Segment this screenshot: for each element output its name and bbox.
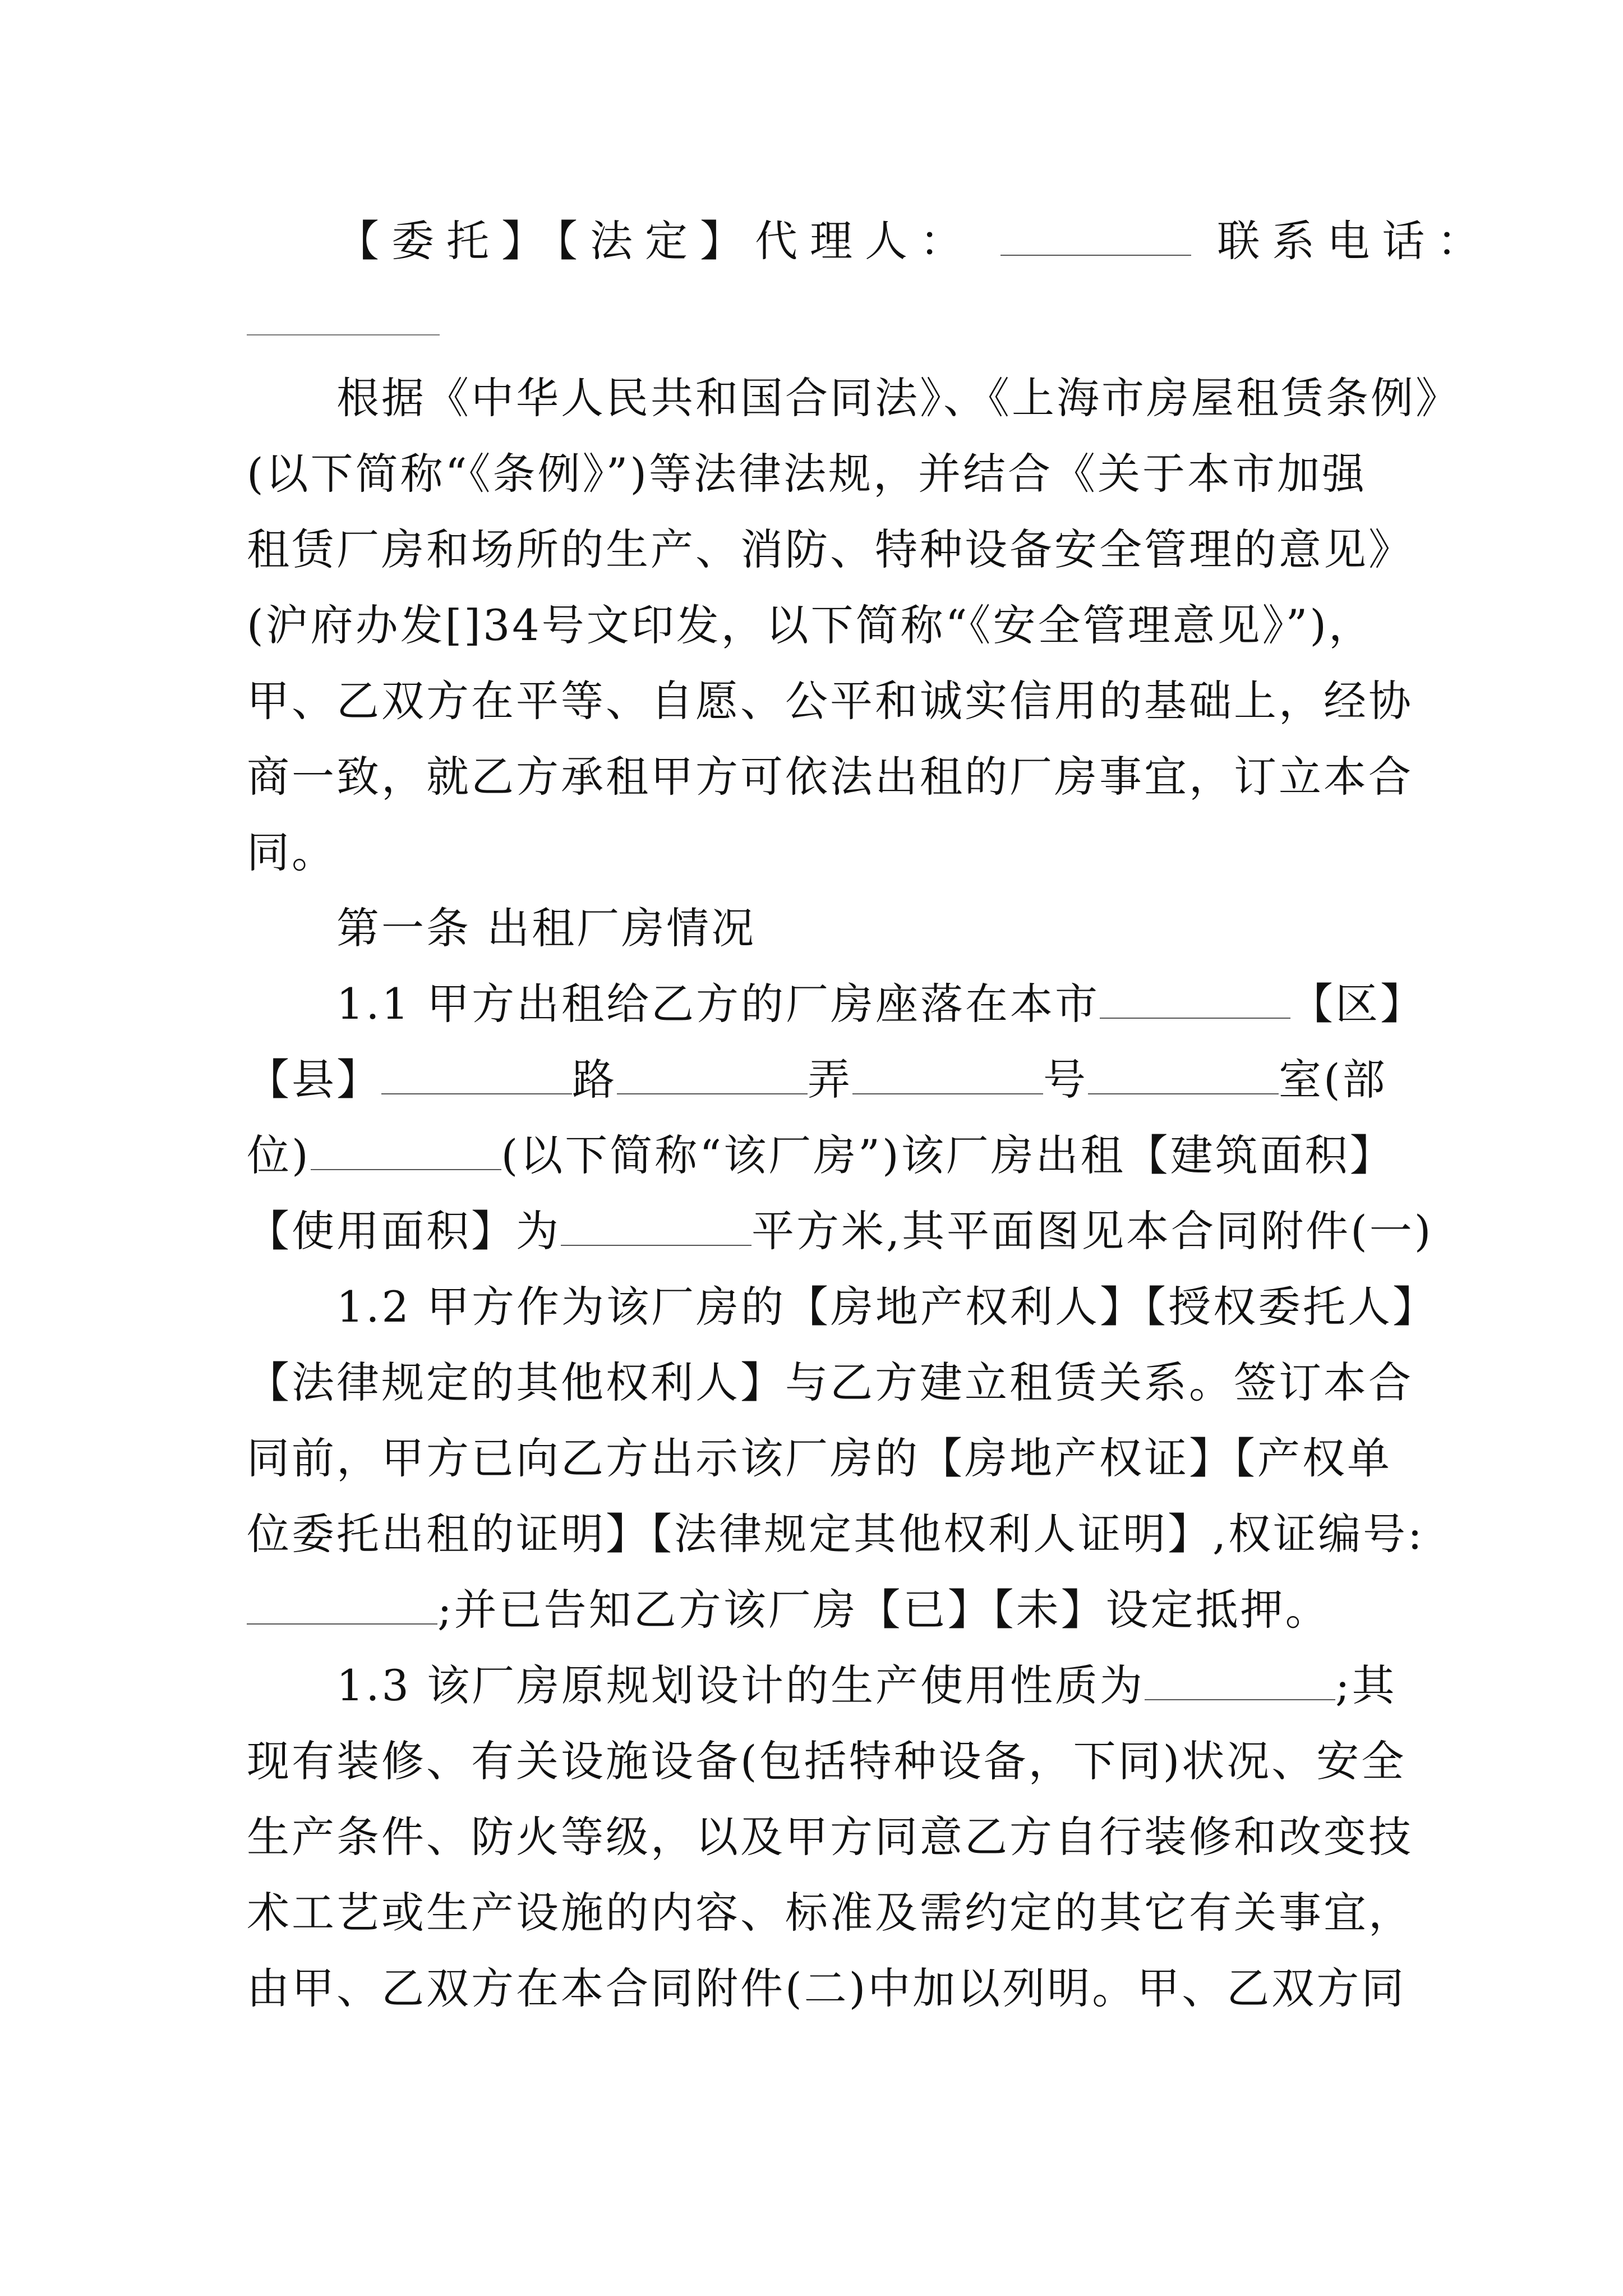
- clause-text: 平方米,其平面图见本合同附件(一): [751, 1206, 1433, 1256]
- preamble-line: 甲、乙双方在平等、自愿、公平和诚实信用的基础上，经协: [247, 676, 1413, 726]
- clause-text: 1.1 甲方出租给乙方的厂房座落在本市: [336, 979, 1100, 1029]
- clause-text: (以下简称“该厂房”)该厂房出租【建筑面积】: [501, 1130, 1395, 1180]
- lane-blank[interactable]: [852, 1053, 1043, 1094]
- clause-text: ;其: [1335, 1660, 1397, 1710]
- number-blank[interactable]: [1088, 1053, 1279, 1094]
- agent-phone-line: [336, 213, 1492, 269]
- preamble-line: 根据《中华人民共和国合同法》、《上海市房屋租赁条例》: [336, 373, 1460, 423]
- clause-text: ;并已告知乙方该厂房【已】【未】设定抵押。: [437, 1585, 1330, 1635]
- phone-blank[interactable]: [247, 334, 440, 335]
- clause-1-3-line2: 现有装修、有关设施设备(包括特种设备，下同)状况、安全: [247, 1736, 1407, 1786]
- clause-1-1-line2: [247, 1052, 1424, 1108]
- phone-label: 联系电话：: [1217, 216, 1492, 266]
- clause-1-2-line2: 【法律规定的其他权利人】与乙方建立租赁关系。签订本合: [247, 1358, 1413, 1407]
- clause-text: 弄: [808, 1055, 852, 1105]
- clause-1-2-line4: 位委托出租的证明】【法律规定其他权利人证明】,权证编号:: [247, 1509, 1424, 1559]
- clause-1-2-line1: 1.2 甲方作为该厂房的【房地产权利人】【授权委托人】: [336, 1282, 1438, 1332]
- clause-text: 路: [572, 1055, 617, 1105]
- preamble-line: (以下简称“《条例》”)等法律法规，并结合《关于本市加强: [247, 449, 1367, 499]
- clause-text: 室(部: [1279, 1055, 1387, 1105]
- county-blank[interactable]: [381, 1053, 572, 1094]
- clause-1-3-line1: [336, 1658, 1430, 1714]
- clause-text: 号: [1043, 1055, 1088, 1105]
- clause-text: 【使用面积】为: [247, 1206, 561, 1256]
- clause-1-3-line3: 生产条件、防火等级，以及甲方同意乙方自行装修和改变技: [247, 1812, 1413, 1862]
- clause-text: 【县】: [247, 1055, 381, 1105]
- clause-1-3-line4: 术工艺或生产设施的内容、标准及需约定的其它有关事宜，: [247, 1888, 1413, 1938]
- clause-1-2-line3: 同前，甲方已向乙方出示该厂房的【房地产权证】【产权单: [247, 1433, 1392, 1483]
- area-blank[interactable]: [561, 1204, 751, 1246]
- clause-text: 【区】: [1290, 979, 1426, 1029]
- clause-1-1-line1: [336, 976, 1430, 1032]
- road-blank[interactable]: [617, 1053, 808, 1094]
- clause-1-2-line5: [247, 1582, 1424, 1638]
- certificate-number-blank[interactable]: [247, 1583, 437, 1625]
- clause-text: 1.3 该厂房原规划设计的生产使用性质为: [336, 1660, 1145, 1710]
- clause-text: 位): [247, 1130, 311, 1180]
- preamble-line: (沪府办发[]34号文印发，以下简称“《安全管理意见》”)，: [247, 600, 1374, 650]
- clause-1-1-line4: [247, 1203, 1433, 1259]
- preamble-line: 租赁厂房和场所的生产、消防、特种设备安全管理的意见》: [247, 524, 1413, 574]
- preamble-line: 商一致，就乙方承租甲方可依法出租的厂房事宜，订立本合: [247, 752, 1413, 802]
- article-title: 第一条 出租厂房情况: [336, 903, 757, 953]
- part-blank[interactable]: [311, 1129, 501, 1170]
- clause-1-3-line5: 由甲、乙双方在本合同附件(二)中加以列明。甲、乙双方同: [247, 1963, 1407, 2013]
- district-blank[interactable]: [1100, 977, 1290, 1019]
- usage-nature-blank[interactable]: [1145, 1659, 1335, 1700]
- agent-label: 【委托】【法定】代理人：: [336, 216, 975, 266]
- agent-blank[interactable]: [1000, 214, 1191, 256]
- clause-1-1-line3: [247, 1128, 1424, 1184]
- preamble-line: 同。: [247, 827, 336, 877]
